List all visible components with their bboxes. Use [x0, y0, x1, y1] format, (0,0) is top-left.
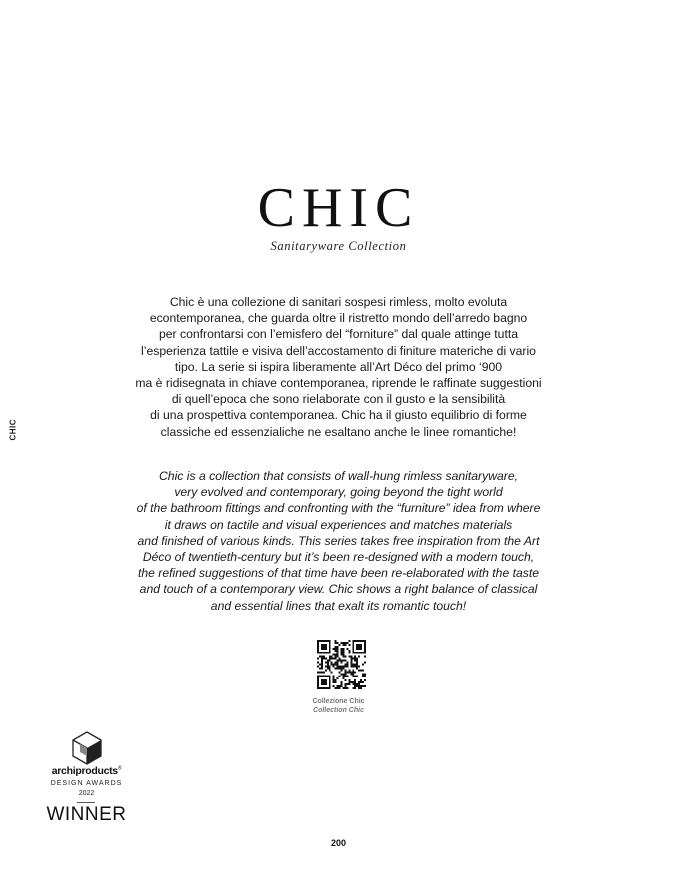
italian-line: econtemporanea, che guarda oltre il ristretto mondo dell’arredo bagno: [149, 311, 528, 326]
italian-description: [100, 294, 577, 440]
italian-line: di una prospettiva contemporanea. Chic ha il giusto equilibrio di forme: [150, 408, 527, 423]
english-line: it draws on tactile and visual experiences and matches materials: [164, 517, 513, 532]
english-line: and essential lines that exalt its romantic touch!: [210, 598, 467, 613]
english-line: of the bathroom fittings and confronting with the “furniture” idea from where: [136, 501, 541, 516]
page-number: 200: [330, 838, 347, 848]
english-line: Déco of twentieth-century but it’s been re-designed with a modern touch,: [142, 550, 535, 565]
italian-line: classiche ed essenzialiche ne esaltano anche le linee romantiche!: [160, 424, 517, 439]
qr-caption-italian: Collezione Chic: [312, 698, 365, 705]
award-divider: [77, 802, 95, 803]
english-line: and finished of various kinds. This series takes free inspiration from the Art: [137, 533, 540, 548]
italian-line: ma è ridisegnata in chiave contemporanea, riprende le raffinate suggestioni: [135, 376, 542, 391]
english-line: Chic is a collection that consists of wall-hung rimless sanitaryware,: [159, 469, 518, 483]
qr-code-icon[interactable]: [317, 640, 366, 689]
english-line: the refined suggestions of that time have been re-elaborated with the taste: [137, 566, 540, 581]
award-year: 2022: [78, 790, 95, 797]
italian-line: tipo. La serie si ispira liberamente all’Art Déco del primo ‘900: [174, 359, 503, 374]
italian-line: Chic è una collezione di sanitari sospesi rimless, molto evoluta: [169, 295, 508, 309]
side-collection-label: CHIC: [8, 418, 18, 441]
award-status: WINNER: [46, 804, 127, 825]
italian-line: di quell’epoca che sono rielaborate con il gusto e la sensibilità: [171, 392, 506, 407]
collection-title: CHIC: [257, 177, 420, 239]
award-subtitle: DESIGN AWARDS: [50, 780, 123, 787]
qr-caption-english: Collection Chic: [313, 707, 364, 714]
collection-subtitle: Sanitaryware Collection: [270, 239, 407, 253]
english-line: and touch of a contemporary view. Chic shows a right balance of classical: [139, 582, 538, 597]
archiproducts-logo-icon: [70, 730, 104, 766]
italian-line: per confrontarsi con l’emisfero del “forniture” dal quale attinge tutta: [158, 327, 519, 342]
english-line: very evolved and contemporary, going beyond the tight world: [174, 485, 503, 500]
italian-line: l’esperienza tattile e visiva dell’accostamento di finiture materiche di vario: [141, 343, 536, 358]
award-brand: archiproducts®: [51, 765, 122, 777]
english-description: [100, 468, 577, 614]
